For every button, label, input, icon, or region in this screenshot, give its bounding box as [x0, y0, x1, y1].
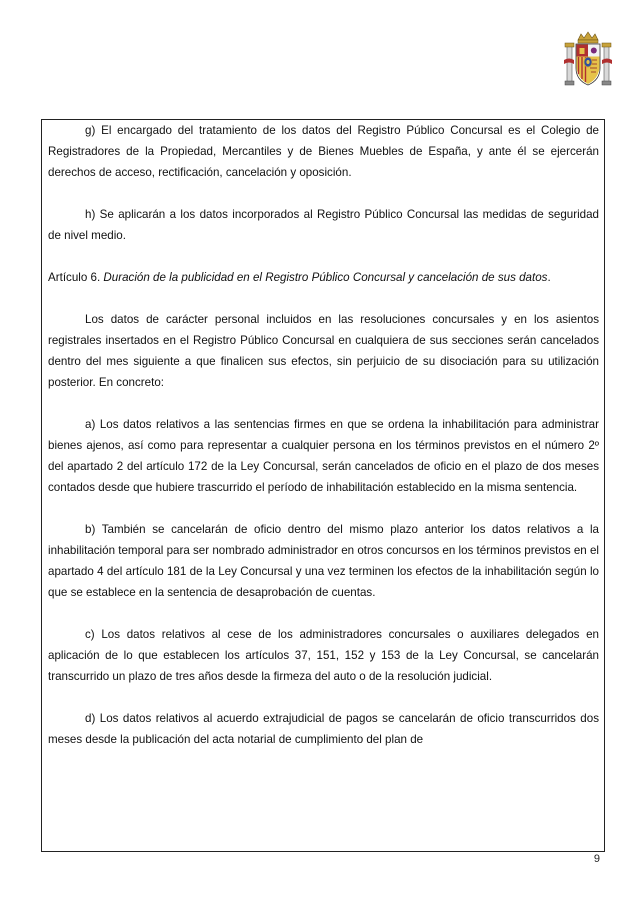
- article-heading: [48, 267, 599, 288]
- page-number: 9: [593, 853, 600, 865]
- paragraph-h: h) Se aplicarán a los datos incorporados al Registro Público Concursal las medidas de seguridad de nivel medio.: [48, 208, 599, 242]
- article-number: Artículo 6.: [48, 271, 104, 284]
- paragraph-d: d) Los datos relativos al acuerdo extrajudicial de pagos se cancelarán de oficio transcurridos dos meses desde la publicación del acta notarial de cumplimiento del plan de: [48, 712, 599, 746]
- paragraph-intro: Los datos de carácter personal incluidos en las resoluciones concursales y en los asientos registrales insertados en el Registro Público Concursal en cualquiera de sus secciones serán cancelados dentro del mes siguiente a que finalicen sus efectos, sin perjuicio de su disociación para su utilización posterior. En concreto:: [48, 313, 599, 389]
- article-title-period: .: [547, 271, 551, 284]
- article-title: Duración de la publicidad en el Registro Público Concursal y cancelación de sus datos: [103, 271, 548, 284]
- paragraph-b: b) También se cancelarán de oficio dentro del mismo plazo anterior los datos relativos a la inhabilitación temporal para ser nombrado administrador en otros concursos en los términos previstos en el apartado 4 del artículo 181 de la Ley Concursal y una vez terminen los efectos de la inhabilitación según lo que se establece en la sentencia de desaprobación de cuentas.: [48, 523, 599, 599]
- paragraph-g: g) El encargado del tratamiento de los datos del Registro Público Concursal es el Colegio de Registradores de la Propiedad, Mercantiles y de Bienes Muebles de España, y ante él se ejercerán derechos de acceso, rectificación, cancelación y oposición.: [48, 124, 599, 179]
- spain-coat-of-arms-icon: [564, 30, 612, 92]
- paragraph-c: c) Los datos relativos al cese de los administradores concursales o auxiliares delegados en aplicación de lo que establecen los artículos 37, 151, 152 y 153 de la Ley Concursal, se cancelarán transcurrido un plazo de tres años desde la firmeza del auto o de la resolución judicial.: [48, 628, 599, 683]
- paragraph-a: a) Los datos relativos a las sentencias firmes en que se ordena la inhabilitación para administrar bienes ajenos, así como para representar a cualquier persona en los términos previstos en el número 2º del apartado 2 del artículo 172 de la Ley Concursal, serán cancelados de oficio en el plazo de dos meses contados desde que hubiere trascurrido el período de inhabilitación establecido en la misma sentencia.: [48, 418, 599, 494]
- document-body: [48, 120, 599, 771]
